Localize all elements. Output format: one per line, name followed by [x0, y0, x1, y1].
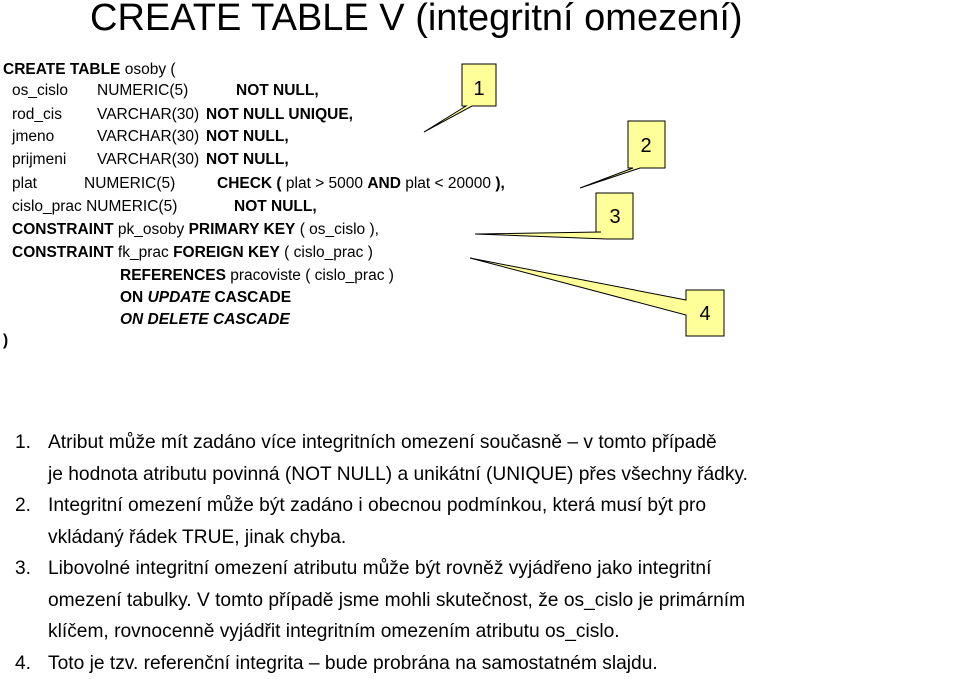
- code-line-os-cislo: os_cislo: [12, 81, 68, 100]
- svg-text:3: 3: [609, 206, 620, 228]
- note-text: omezení tabulky. V tomto případě jsme mohli skutečnost, že os_cislo je primárním: [48, 585, 748, 617]
- code-line-fk: CONSTRAINT fk_prac FOREIGN KEY ( cislo_prac ): [12, 243, 373, 262]
- callout-4: [470, 258, 724, 336]
- callout-3: [475, 193, 633, 239]
- callout-1: [424, 64, 496, 132]
- notes-list: [15, 427, 748, 679]
- code-line-jmeno: jmeno: [12, 127, 54, 146]
- note-text: klíčem, rovnocenně vyjádřit integritním omezením atributu os_cislo.: [48, 616, 748, 648]
- note-text: Libovolné integritní omezení atributu může být rovněž vyjádřeno jako integritní: [48, 553, 748, 585]
- note-text: Toto je tzv. referenční integrita – bude probrána na samostatném slajdu.: [48, 648, 748, 679]
- code-line-create: CREATE TABLE osoby (: [3, 60, 176, 79]
- svg-text:2: 2: [640, 135, 651, 157]
- note-text: vkládaný řádek TRUE, jinak chyba.: [48, 522, 748, 554]
- code-type-plat: NUMERIC(5): [84, 174, 175, 193]
- code-line-on-delete: ON DELETE CASCADE: [120, 310, 290, 329]
- code-type-jmeno: VARCHAR(30): [97, 127, 199, 146]
- code-constraint-prijmeni: NOT NULL,: [206, 150, 289, 169]
- note-text: Atribut může mít zadáno více integritních omezení současně – v tomto případě: [48, 427, 748, 459]
- slide-title: CREATE TABLE V (integritní omezení): [90, 0, 743, 40]
- note-item: [15, 490, 748, 553]
- svg-text:4: 4: [699, 303, 710, 325]
- code-line-pk: CONSTRAINT pk_osoby PRIMARY KEY ( os_cislo ),: [12, 220, 379, 239]
- note-number: 1.: [15, 427, 31, 459]
- code-constraint-cislo-prac: NOT NULL,: [234, 197, 317, 216]
- note-number: 2.: [15, 490, 31, 522]
- note-text: Integritní omezení může být zadáno i obecnou podmínkou, která musí být pro: [48, 490, 748, 522]
- code-constraint-rod-cis: NOT NULL UNIQUE,: [206, 105, 353, 124]
- svg-text:1: 1: [473, 78, 484, 100]
- note-item: [15, 553, 748, 648]
- code-line-plat: plat: [12, 174, 37, 193]
- code-constraint-jmeno: NOT NULL,: [206, 127, 289, 146]
- note-number: 4.: [15, 648, 31, 679]
- note-item: [15, 648, 748, 679]
- note-item: [15, 427, 748, 490]
- code-line-rod-cis: rod_cis: [12, 105, 62, 124]
- code-check-plat: CHECK ( plat > 5000 AND plat < 20000 ),: [217, 174, 505, 193]
- code-type-prijmeni: VARCHAR(30): [97, 150, 199, 169]
- code-type-rod-cis: VARCHAR(30): [97, 105, 199, 124]
- note-text: je hodnota atributu povinná (NOT NULL) a unikátní (UNIQUE) přes všechny řádky.: [48, 459, 748, 491]
- note-number: 3.: [15, 553, 31, 585]
- code-line-prijmeni: prijmeni: [12, 150, 66, 169]
- code-type-os-cislo: NUMERIC(5): [97, 81, 188, 100]
- code-line-close: ): [3, 331, 8, 350]
- code-line-references: REFERENCES pracoviste ( cislo_prac ): [120, 266, 394, 285]
- code-constraint-os-cislo: NOT NULL,: [236, 81, 319, 100]
- callout-2: [580, 121, 665, 188]
- code-line-on-update: ON UPDATE CASCADE: [120, 288, 291, 307]
- code-line-cislo-prac: cislo_prac NUMERIC(5): [12, 197, 177, 216]
